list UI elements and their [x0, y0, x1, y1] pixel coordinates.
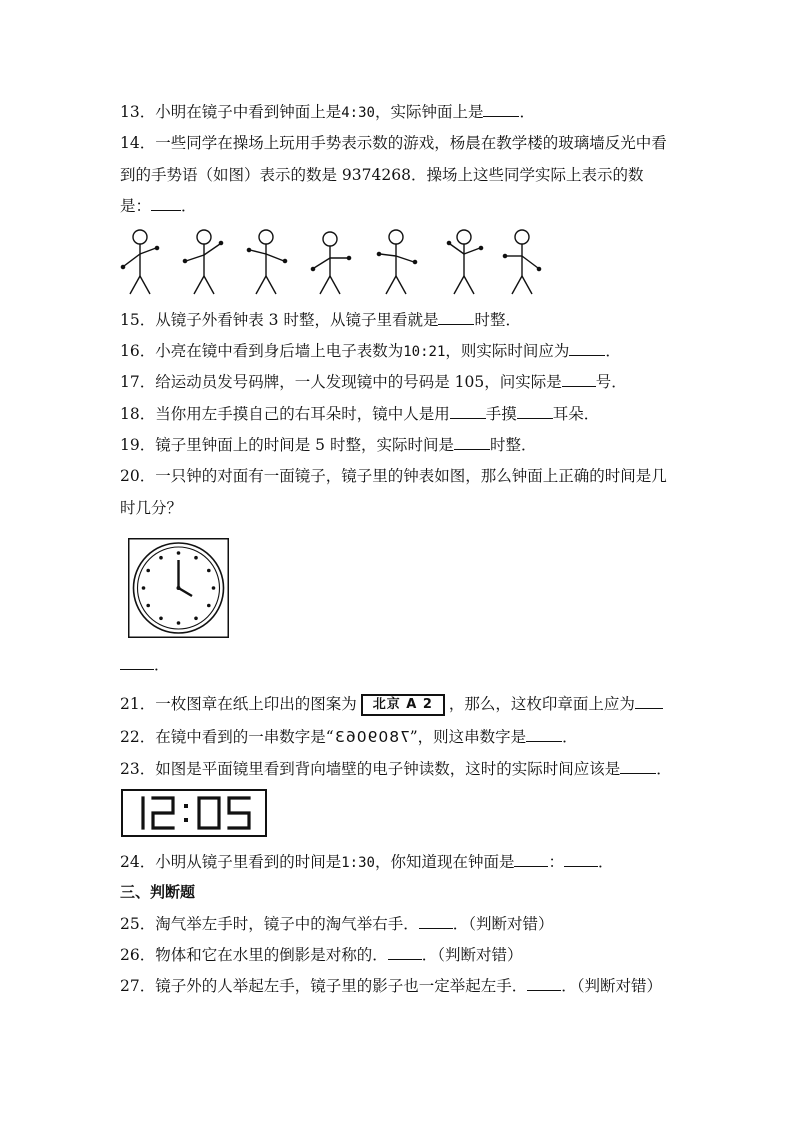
answer-blank[interactable] [419, 914, 453, 929]
q22-tail: ”，则这串数字是 [409, 728, 527, 746]
q23-end: ． [656, 760, 672, 778]
q26-tail: ．（判断对错） [421, 946, 523, 964]
mirrored-digits: 7809063 [333, 728, 410, 746]
q22-end: ． [562, 728, 578, 746]
stick-figure-2 [183, 230, 222, 294]
question-17 [120, 372, 627, 392]
question-14-line2: 到的手势语（如图）表示的数是 9374268．操场上这些同学实际上表示的数 [120, 166, 644, 184]
q27-tail: ．（判断对错） [561, 977, 662, 995]
answer-blank[interactable] [517, 404, 553, 419]
question-14-line3 [120, 196, 197, 216]
q21-tail: ，那么，这枚印章面上应为 [448, 695, 635, 713]
q25-text: 25．淘气举左手时，镜子中的淘气举右手． [120, 915, 419, 933]
question-22 [120, 727, 578, 747]
digital-clock-digits [129, 794, 259, 832]
mirror-clock [128, 538, 229, 638]
q16-text: 16．小亮在镜中看到身后墙上电子表数为 [120, 342, 404, 360]
q13-time: 4:30 [341, 105, 375, 121]
question-14-line1: 14．一些同学在操场上玩用手势表示数的游戏，杨晨在教学楼的玻璃墙反光中看 [120, 134, 667, 152]
q13-tail: ，实际钟面上是 [374, 103, 484, 121]
question-15 [120, 310, 521, 330]
q18-tail: 耳朵． [552, 405, 600, 423]
stick-figure-6 [447, 230, 482, 294]
answer-blank[interactable] [438, 310, 474, 325]
digital-clock-display [121, 789, 267, 837]
answer-blank[interactable] [527, 976, 561, 991]
question-16 [120, 341, 621, 362]
stamp-image: 北京 A 2 [361, 694, 445, 716]
q15-text: 15．从镜子外看钟表 3 时整，从镜子里看就是 [120, 311, 439, 329]
stick-figure-5 [377, 230, 416, 294]
q17-text: 17．给运动员发号码牌，一人发现镜中的号码是 105，问实际是 [120, 373, 562, 391]
q14-end: ． [181, 197, 197, 215]
answer-blank[interactable] [450, 404, 486, 419]
q19-tail: 时整． [489, 436, 537, 454]
answer-blank[interactable] [483, 102, 519, 117]
question-26 [120, 945, 523, 965]
q15-tail: 时整． [474, 311, 521, 329]
question-20-answer [120, 655, 170, 675]
gesture-figures [118, 228, 548, 300]
stick-figure-1 [121, 230, 158, 294]
question-27 [120, 976, 662, 996]
q26-text: 26．物体和它在水里的倒影是对称的． [120, 946, 388, 964]
q24-sep: ： [548, 853, 564, 871]
question-25 [120, 914, 554, 934]
question-21 [120, 694, 663, 716]
answer-blank[interactable] [120, 655, 154, 670]
q21-text: 21．一枚图章在纸上印出的图案为 [120, 695, 357, 713]
answer-blank[interactable] [526, 727, 562, 742]
answer-blank[interactable] [562, 372, 596, 387]
q22-text: 22．在镜中看到的一串数字是“ [120, 728, 334, 746]
question-20-line1: 20．一只钟的对面有一面镜子，镜子里的钟表如图，那么钟面上正确的时间是几 [120, 467, 667, 485]
answer-blank[interactable] [635, 694, 663, 709]
answer-blank[interactable] [620, 759, 656, 774]
section-heading: 三、判断题 [120, 883, 196, 901]
question-18 [120, 404, 599, 424]
q25-tail: ．（判断对错） [452, 915, 554, 933]
stick-figure-4 [311, 232, 350, 294]
answer-blank[interactable] [454, 435, 490, 450]
question-19 [120, 435, 536, 455]
question-20-line2: 时几分？ [120, 499, 183, 517]
q13-end: ． [519, 103, 535, 121]
q24-text: 24．小明从镜子里看到的时间是 [120, 853, 342, 871]
stick-figure-3 [247, 230, 286, 294]
stick-figure-7 [503, 230, 540, 294]
q17-tail: 号． [595, 373, 627, 391]
q27-text: 27．镜子外的人举起左手，镜子里的影子也一定举起左手． [120, 977, 528, 995]
answer-blank[interactable] [388, 945, 422, 960]
q14-line3-text: 是： [120, 197, 152, 215]
question-23 [120, 759, 672, 779]
q24-time: 1:30 [341, 855, 375, 871]
question-13 [120, 102, 535, 123]
q16-tail: ，则实际时间应为 [445, 342, 570, 360]
question-24 [120, 852, 614, 873]
q23-text: 23．如图是平面镜里看到背向墙壁的电子钟读数，这时的实际时间应该是 [120, 760, 621, 778]
q16-end: ． [605, 342, 621, 360]
answer-blank-minute[interactable] [564, 852, 598, 867]
q24-end: ． [597, 853, 614, 871]
q20-end: ． [154, 656, 170, 674]
q18-text: 18．当你用左手摸自己的右耳朵时，镜中人是用 [120, 405, 450, 423]
q19-text: 19．镜子里钟面上的时间是 5 时整，实际时间是 [120, 436, 454, 454]
q18-mid: 手摸 [485, 405, 517, 423]
answer-blank[interactable] [151, 196, 181, 211]
q16-time: 10:21 [403, 344, 446, 360]
answer-blank[interactable] [569, 341, 605, 356]
q13-text: 13．小明在镜子中看到钟面上是 [120, 103, 342, 121]
answer-blank-hour[interactable] [514, 852, 548, 867]
q24-tail: ，你知道现在钟面是 [374, 853, 515, 871]
